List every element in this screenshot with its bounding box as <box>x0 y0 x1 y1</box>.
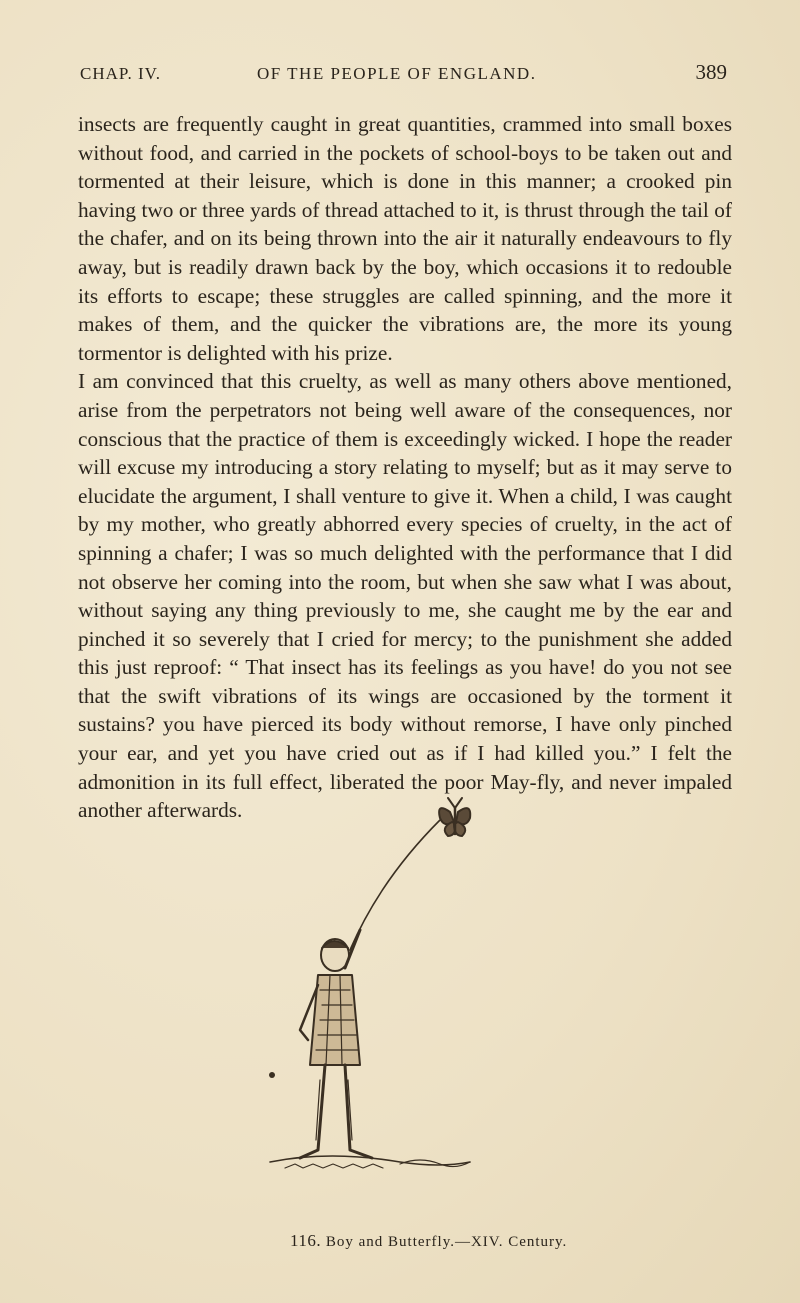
running-title: OF THE PEOPLE OF ENGLAND. <box>257 64 537 83</box>
illustration-boy-and-butterfly <box>0 790 800 1230</box>
woodcut-illustration <box>0 790 800 1230</box>
paragraph-1: insects are frequently caught in great quantities, crammed into small boxes without food, and carried in the pockets of school-boys to be taken out and tormented at their leisure, which is done in this manner; a crooked pin having two or three yards of thread attached to it, is thrust through the tail of the chafer, and on its being thrown into the air it naturally endeavours to fly away, but is readily drawn back by the boy, which occasions it to redouble its efforts to escape; these struggles are called spinning, and the more it makes of them, and the quicker the vibrations are, the more its young tormentor is delighted with his prize. <box>78 112 732 365</box>
page-header <box>80 60 727 90</box>
caption-number: 116. <box>290 1231 322 1250</box>
body-text <box>78 110 732 825</box>
ink-dot <box>269 1072 275 1078</box>
figure-caption <box>290 1231 567 1251</box>
butterfly-drawing <box>439 798 470 836</box>
paragraph-2: I am convinced that this cruelty, as well as many others above mentioned, arise from the perpetrators not being well aware of the consequences, nor conscious that the practice of them is exceedingly wicked. I hope the reader will excuse my introducing a story relating to myself; but as it may serve to elucidate the argument, I shall venture to give it. When a child, I was caught by my mother, who greatly abhorred every species of cruelty, in the act of spinning a chafer; I was so much delighted with the performance that I did not observe her coming into the room, but when she saw what I was about, without saying any thing previously to me, she caught me by the ear and pinched it so severely that I cried for mercy; to the punishment she added this just reproof: “ That insect has its feelings as you have! do you not see that the swift vibrations of its wings are occasioned by the torment it sustains? you have pierced its body without remorse, I have only pinched your ear, and yet you have cried out as if I had killed you.” I felt the admonition in its full effect, liberated the poor May-fly, and never impaled another afterwards. <box>78 369 732 823</box>
chapter-label: CHAP. IV. <box>80 64 161 83</box>
page-number: 389 <box>695 60 727 84</box>
caption-text: Boy and Butterfly.—XIV. Century. <box>325 1234 568 1250</box>
